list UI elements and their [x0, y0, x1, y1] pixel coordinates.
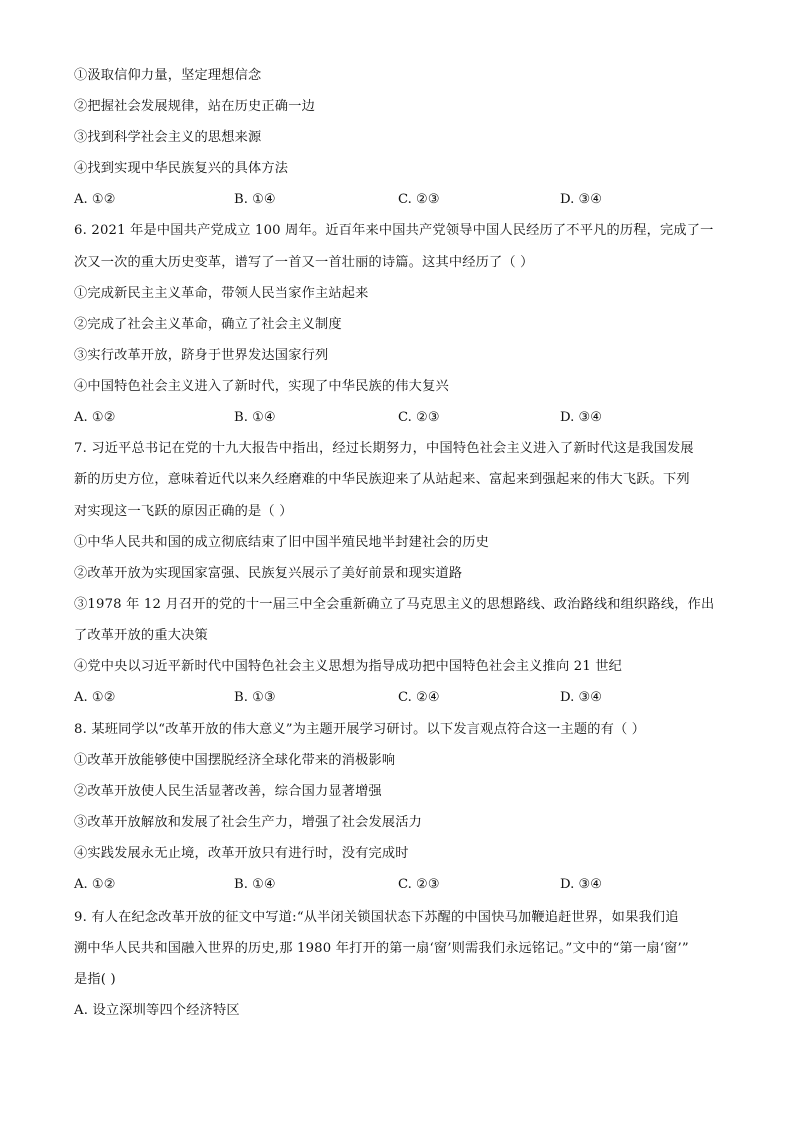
q7-options — [74, 688, 734, 708]
q6-stem-line-1: 6. 2021 年是中国共产党成立 100 周年。近百年来中国共产党领导中国人民经历了不平凡的历程，完成了一 — [74, 223, 714, 238]
q8-item-3: ③改革开放解放和发展了社会生产力，增强了社会发展活力 — [74, 815, 423, 830]
q7-option-c: C. ②④ — [398, 690, 440, 705]
q5-option-a: A. ①② — [74, 192, 116, 207]
q7-item-2: ②改革开放为实现国家富强、民族复兴展示了美好前景和现实道路 — [74, 566, 463, 581]
q6-item-2: ②完成了社会主义革命，确立了社会主义制度 — [74, 317, 342, 332]
q7-option-d: D. ③④ — [560, 690, 603, 705]
q6-option-b: B. ①④ — [234, 410, 276, 425]
q7-stem-line-1: 7. 习近平总书记在党的十九大报告中指出，经过长期努力，中国特色社会主义进入了新时代这是我国发展 — [74, 441, 694, 456]
q6-option-c: C. ②③ — [398, 410, 440, 425]
q5-item-4: ④找到实现中华民族复兴的具体方法 — [74, 161, 289, 176]
q9-stem-line-3: 是指( ) — [74, 972, 116, 987]
q6-stem-line-2: 次又一次的重大历史变革，谱写了一首又一首壮丽的诗篇。这其中经历了（ ） — [74, 255, 534, 270]
q6-item-3: ③实行改革开放，跻身于世界发达国家行列 — [74, 348, 329, 363]
q8-option-b: B. ①④ — [234, 877, 276, 892]
q6-option-d: D. ③④ — [560, 410, 603, 425]
q7-stem-line-3: 对实现这一飞跃的原因正确的是（ ） — [74, 504, 293, 519]
q8-option-a: A. ①② — [74, 877, 116, 892]
q8-item-4: ④实践发展永无止境，改革开放只有进行时，没有完成时 — [74, 846, 409, 861]
q9-option-a: A. 设立深圳等四个经济特区 — [74, 1003, 240, 1018]
q8-item-2: ②改革开放使人民生活显著改善，综合国力显著增强 — [74, 784, 382, 799]
q7-item-4: ④党中央以习近平新时代中国特色社会主义思想为指导成功把中国特色社会主义推向 21 世纪 — [74, 659, 623, 674]
q5-item-1: ①汲取信仰力量，坚定理想信念 — [74, 68, 262, 83]
q8-option-c: C. ②③ — [398, 877, 440, 892]
q6-option-a: A. ①② — [74, 410, 116, 425]
q7-option-b: B. ①③ — [234, 690, 276, 705]
q5-options — [74, 190, 734, 210]
q9-stem-line-2: 溯中华人民共和国融入世界的历史,那 1980 年打开的第一扇‘窗’则需我们永远铭记。”文中的“第一扇‘窗’” — [74, 941, 689, 956]
q7-option-a: A. ①② — [74, 690, 116, 705]
q5-item-2: ②把握社会发展规律，站在历史正确一边 — [74, 99, 315, 114]
q7-item-3: ③1978 年 12 月召开的党的十一届三中全会重新确立了马克思主义的思想路线、政治路线和组织路线，作出 — [74, 597, 715, 612]
q8-stem-line-1: 8. 某班同学以“改革开放的伟大意义”为主题开展学习研讨。以下发言观点符合这一主题的有（ ） — [74, 722, 646, 737]
q8-options — [74, 875, 734, 895]
q5-option-b: B. ①④ — [234, 192, 276, 207]
q5-option-c: C. ②③ — [398, 192, 440, 207]
q6-options — [74, 408, 734, 428]
q7-stem-line-2: 新的历史方位，意味着近代以来久经磨难的中华民族迎来了从站起来、富起来到强起来的伟大飞跃。下列 — [74, 472, 690, 487]
q8-option-d: D. ③④ — [560, 877, 603, 892]
q9-stem-line-1: 9. 有人在纪念改革开放的征文中写道:“从半闭关锁国状态下苏醒的中国快马加鞭追赶世界，如果我们追 — [74, 910, 679, 925]
q7-item-3-cont: 了改革开放的重大决策 — [74, 628, 208, 643]
q5-option-d: D. ③④ — [560, 192, 603, 207]
q6-item-1: ①完成新民主主义革命，带领人民当家作主站起来 — [74, 286, 369, 301]
q5-item-3: ③找到科学社会主义的思想来源 — [74, 130, 262, 145]
q6-item-4: ④中国特色社会主义进入了新时代，实现了中华民族的伟大复兴 — [74, 379, 449, 394]
q7-item-1: ①中华人民共和国的成立彻底结束了旧中国半殖民地半封建社会的历史 — [74, 535, 490, 550]
q8-item-1: ①改革开放能够使中国摆脱经济全球化带来的消极影响 — [74, 753, 396, 768]
